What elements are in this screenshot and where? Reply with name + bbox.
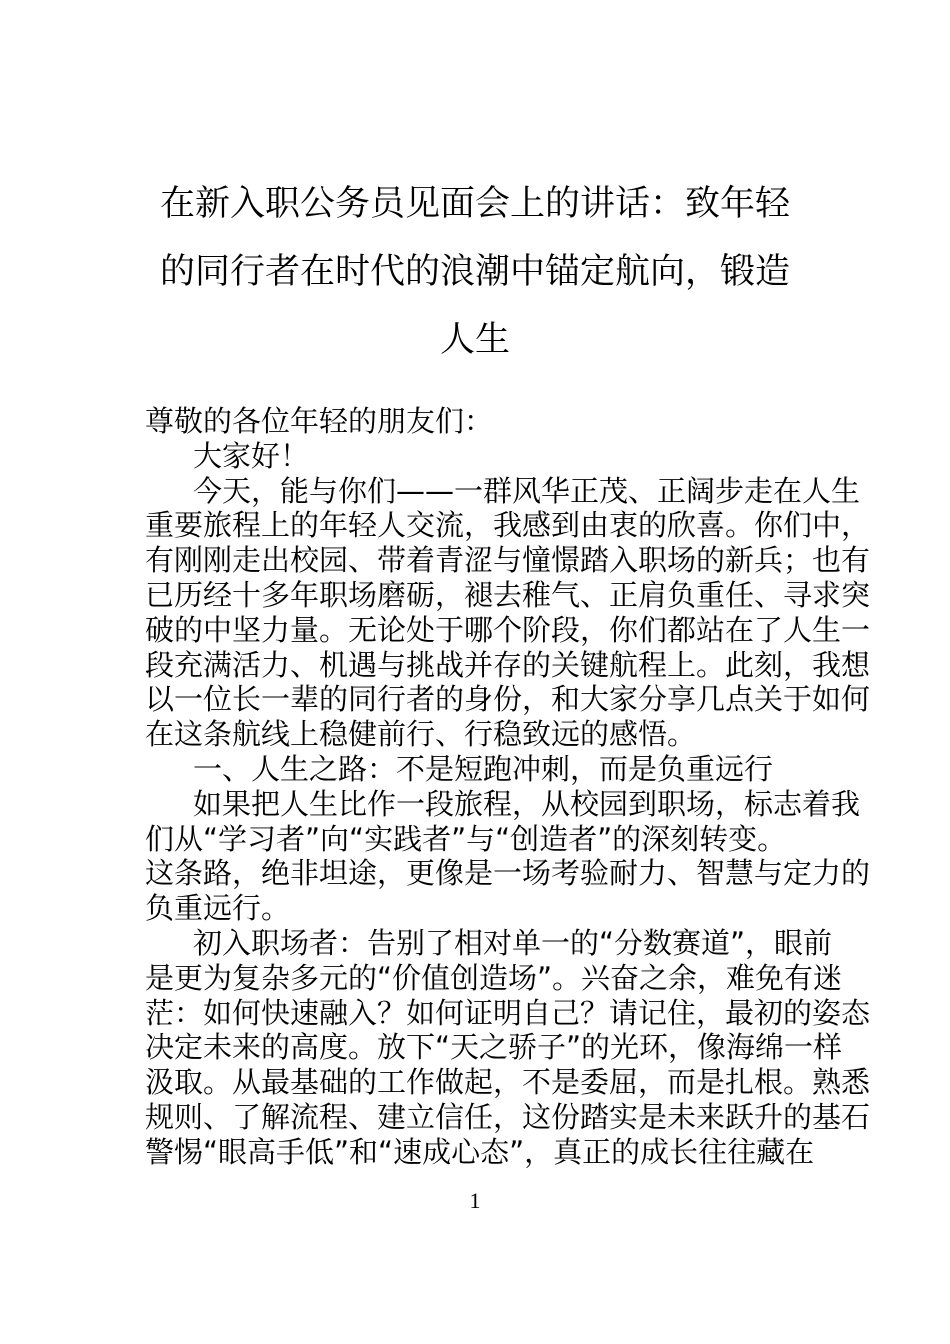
text-line: 已历经十多年职场磨砺，褪去稚气、正肩负重任、寻求突	[145, 577, 871, 612]
title-line: 的同行者在时代的浪潮中锚定航向，锻造	[159, 252, 790, 292]
text-line: 破的中坚力量。无论处于哪个阶段，你们都站在了人生一	[145, 612, 871, 647]
text-line: 段充满活力、机遇与挑战并存的关键航程上。此刻，我想	[145, 647, 871, 682]
title-line: 在新入职公务员见面会上的讲话：致年轻	[159, 184, 790, 224]
text-line: 汲取。从最基础的工作做起，不是委屈，而是扎根。熟悉	[145, 1065, 871, 1100]
text-line: 大家好！	[193, 438, 310, 473]
text-line: 负重远行。	[145, 891, 291, 926]
text-line: 如果把人生比作一段旅程，从校园到职场，标志着我	[193, 786, 861, 821]
text-line: 警惕“眼高手低”和“速成心态”，真正的成长往往藏在	[145, 1134, 815, 1169]
text-line: 一、人生之路：不是短跑冲刺，而是负重远行	[193, 751, 774, 786]
document-body	[145, 404, 871, 1170]
text-line: 茫：如何快速融入？如何证明自己？请记住，最初的姿态	[145, 995, 871, 1030]
text-line: 以一位长一辈的同行者的身份，和大家分享几点关于如何	[145, 682, 871, 717]
text-line: 是更为复杂多元的“价值创造场”。兴奋之余，难免有迷	[145, 960, 843, 995]
text-line: 初入职场者：告别了相对单一的“分数赛道”，眼前	[193, 925, 833, 960]
text-line: 这条路，绝非坦途，更像是一场考验耐力、智慧与定力的	[145, 856, 871, 891]
text-line: 今天，能与你们——一群风华正茂、正阔步走在人生	[193, 473, 861, 508]
text-line: 规则、了解流程、建立信任，这份踏实是未来跃升的基石	[145, 1099, 871, 1134]
text-line: 尊敬的各位年轻的朋友们：	[145, 404, 494, 438]
text-line: 在这条航线上稳健前行、行稳致远的感悟。	[145, 717, 697, 752]
text-line: 决定未来的高度。放下“天之骄子”的光环，像海绵一样	[145, 1030, 843, 1065]
text-line: 重要旅程上的年轻人交流，我感到由衷的欣喜。你们中，	[145, 508, 871, 543]
document-title	[0, 170, 950, 374]
text-line: 们从“学习者”向“实践者”与“创造者”的深刻转变。	[145, 821, 787, 856]
title-line: 人生	[439, 320, 510, 360]
page-number: 1	[469, 1188, 481, 1213]
text-line: 有刚刚走出校园、带着青涩与憧憬踏入职场的新兵；也有	[145, 543, 871, 578]
